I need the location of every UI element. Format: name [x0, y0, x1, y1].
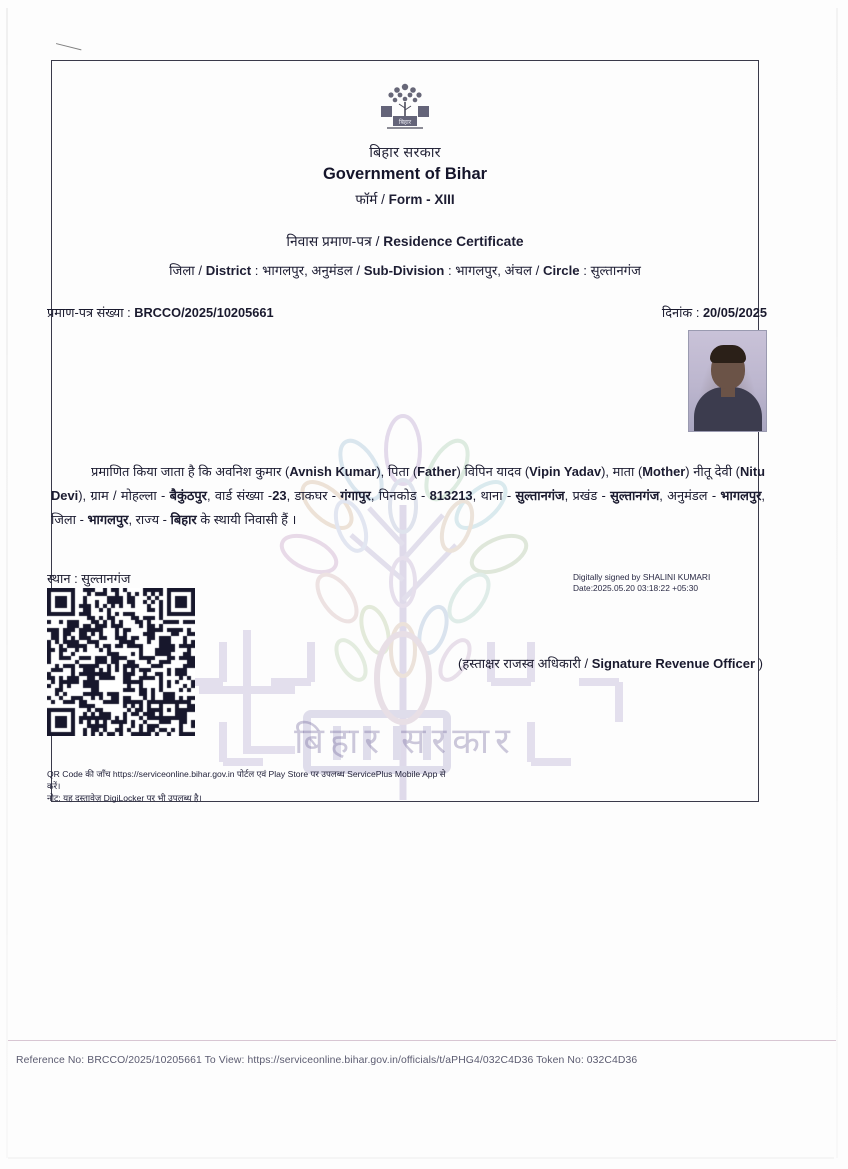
qr-note-line-2: नोट: यह दस्तावेज़ DigiLocker पर भी उपलब्ध है।	[47, 793, 202, 803]
applicant-photo	[688, 330, 767, 432]
applicant-name-hindi: अवनिश कुमार	[215, 464, 282, 479]
issue-place: स्थान : सुल्तानगंज	[47, 571, 131, 586]
certificate-number	[47, 303, 274, 321]
mother-name-english: Nitu Devi	[51, 464, 766, 503]
ward-value: 23	[272, 488, 287, 503]
digital-signature-date: Date:2025.05.20 03:18:22 +05:30	[573, 583, 699, 593]
subdivision-label-english: Sub-Division	[363, 263, 445, 278]
certificate-number-label: प्रमाण-पत्र संख्या :	[47, 305, 131, 320]
applicant-name-english: Avnish Kumar	[289, 464, 377, 479]
certificate-title-hindi: निवास प्रमाण-पत्र	[286, 234, 372, 249]
block-value: सुल्तानगंज	[610, 488, 660, 503]
page-edge-left	[6, 8, 8, 1158]
form-number	[51, 190, 759, 208]
qr-code[interactable]	[47, 588, 195, 736]
certificate-content	[47, 60, 767, 803]
form-label-english: Form - XIII	[388, 192, 455, 207]
circle-label-hindi: अंचल	[504, 263, 532, 278]
father-name-english: Vipin Yadav	[529, 464, 602, 479]
certificate-number-value: BRCCO/2025/10205661	[134, 305, 274, 320]
pincode-value: 813213	[429, 488, 473, 503]
svg-text:बिहार: बिहार	[398, 119, 412, 126]
qr-note-line-1: QR Code की जाँच https://serviceonline.bihar.gov.in पोर्टल एवं Play Store पर उपलब्ध ServicePlus Mobile App से करें।	[47, 769, 446, 791]
body-subdivision-value: भागलपुर	[720, 488, 762, 503]
certificate-header	[51, 142, 759, 279]
district-value: भागलपुर	[262, 263, 305, 278]
post-office-value: गंगापुर	[340, 488, 371, 503]
state-name-english: Government of Bihar	[322, 165, 488, 183]
certificate-title-english: Residence Certificate	[383, 234, 524, 249]
body-state-value: बिहार	[170, 512, 197, 527]
watermark-text: बिहार सरकार	[294, 720, 516, 761]
ashoka-emblem-icon	[373, 76, 437, 138]
circle-value: सुल्तानगंज	[590, 263, 641, 278]
digital-signature-signer: Digitally signed by SHALINI KUMARI	[573, 572, 711, 582]
jurisdiction-line: जिला / District : भागलपुर, अनुमंडल / Sub-Division : भागलपुर, अंचल / Circle : सुल्तानगंज	[169, 263, 641, 278]
certificate-date-value: 20/05/2025	[702, 305, 767, 320]
subdivision-label-hindi: अनुमंडल	[311, 263, 353, 278]
page-edge-right	[836, 8, 838, 1158]
digital-signature-block	[573, 572, 753, 594]
certificate-date-label: दिनांक :	[661, 305, 700, 320]
father-name-hindi: विपिन यादव	[464, 464, 522, 479]
mother-name-hindi: नीतू देवी	[693, 464, 733, 479]
photo-hair	[710, 345, 746, 363]
state-name-hindi: बिहार सरकार	[369, 145, 441, 161]
certificate-meta-row	[47, 303, 767, 323]
police-station-value: सुल्तानगंज	[515, 488, 565, 503]
certificate-title	[51, 232, 759, 251]
district-label-english: District	[205, 263, 252, 278]
signature-officer-label: (हस्ताक्षर राजस्व अधिकारी / Signature Revenue Officer )	[458, 656, 763, 671]
village-value: बैकुंठपुर	[169, 488, 207, 503]
form-separator: /	[381, 192, 385, 207]
qr-verification-note	[47, 768, 447, 804]
form-label-hindi: फॉर्म	[355, 192, 378, 207]
issue-place-label: स्थान	[47, 571, 71, 586]
body-district-value: भागलपुर	[87, 512, 129, 527]
certificate-body-text: प्रमाणित किया जाता है कि अवनिश कुमार (Avnish Kumar), पिता (Father) विपिन यादव (Vipin Yadav), माता (Mother) नीतू देवी (Nitu Devi), ग्राम / मोहल्ला - बैकुंठपुर, वार्ड संख्या -23, डाकघर - गंगापुर, पिनकोड - 813213, थाना - सुल्तानगंज, प्रखंड - सुल्तानगंज, अनुमंडल - भागलपुर, जिला - भागलपुर, राज्य - बिहार के स्थायी निवासी हैं ।	[51, 464, 766, 527]
subdivision-value: भागलपुर	[455, 263, 498, 278]
district-label-hindi: जिला	[169, 263, 195, 278]
footer-reference-line: Reference No: BRCCO/2025/10205661 To View: https://serviceonline.bihar.gov.in/officials/t/aPHG4/032C4D36 Token No: 032C4D36	[16, 1055, 638, 1066]
title-separator: /	[375, 234, 380, 249]
footer-rule	[8, 1040, 836, 1041]
page-edge-bottom	[8, 1157, 834, 1159]
certificate-date	[662, 303, 767, 321]
circle-label-english: Circle	[542, 263, 580, 278]
issue-place-value: सुल्तानगंज	[81, 571, 131, 586]
